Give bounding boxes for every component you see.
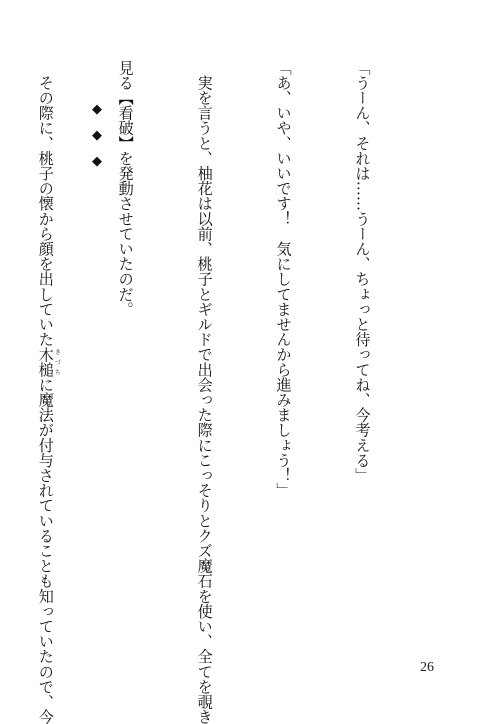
ruby-reading: きづち (53, 346, 61, 378)
text-line-5-part-a: その際に、桃子の懐から顔を出していた (36, 60, 55, 347)
text-line-3: 実を言うと、柚花は以前、桃子とギルドで出会った際にこっそりとクズ魔石を使い、全てを覗き (195, 60, 214, 724)
scene-break-diamond-3: ◆ (92, 154, 102, 169)
text-line-5 (33, 60, 61, 724)
page-number: 26 (420, 660, 434, 675)
ruby-base: 木槌 (36, 346, 55, 378)
ruby-kizuchi (36, 346, 61, 378)
scene-break-diamond-1: ◆ (92, 102, 102, 117)
text-line-5-part-b: に魔法が付与されていることも知っていたので、今 (36, 377, 55, 724)
text-line-1: 「うーん、それは……うーん、ちょっと待ってね、今考える」 (353, 60, 372, 483)
scene-break-diamond-2: ◆ (92, 128, 102, 143)
text-line-2: 「あ、いや、いいです！ 気にしてませんから進みましょう！」 (274, 60, 293, 498)
text-line-4: 見る【看破】を発動させていたのだ。 (116, 60, 135, 317)
